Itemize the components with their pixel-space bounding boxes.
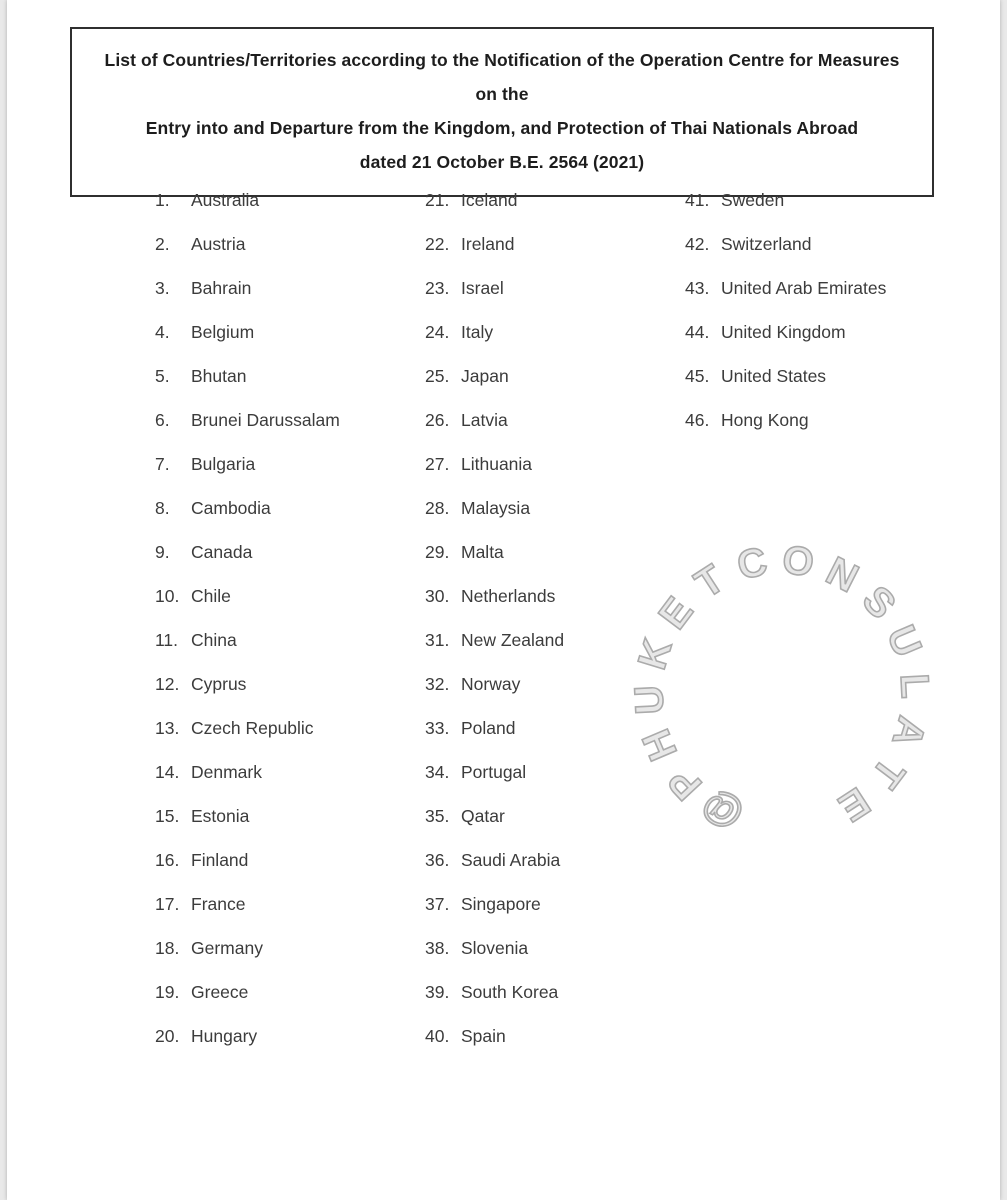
list-item bbox=[425, 410, 564, 454]
list-item-name: United Kingdom bbox=[721, 322, 846, 342]
list-item-name: New Zealand bbox=[461, 630, 565, 650]
list-item-number: 32. bbox=[425, 674, 450, 694]
list-item-number: 37. bbox=[425, 894, 450, 914]
list-item bbox=[685, 322, 886, 366]
list-item bbox=[155, 894, 340, 938]
list-item-name: Spain bbox=[461, 1026, 506, 1046]
list-item bbox=[155, 982, 340, 1026]
list-item bbox=[155, 1026, 340, 1070]
list-item-number: 39. bbox=[425, 982, 450, 1002]
watermark-char: N bbox=[819, 548, 866, 602]
list-item-name: Cambodia bbox=[191, 498, 271, 518]
list-item-name: Italy bbox=[461, 322, 494, 342]
list-item bbox=[425, 498, 564, 542]
list-item-number: 18. bbox=[155, 938, 180, 958]
list-item-name: Bulgaria bbox=[191, 454, 256, 474]
list-item-number: 10. bbox=[155, 586, 180, 606]
list-item bbox=[155, 630, 340, 674]
list-item bbox=[155, 278, 340, 322]
list-item-number: 45. bbox=[685, 366, 710, 386]
title-line-2: Entry into and Departure from the Kingdom, and Protection of Thai Nationals Abroad bbox=[145, 118, 859, 138]
list-item bbox=[425, 454, 564, 498]
list-item bbox=[155, 234, 340, 278]
list-item-name: France bbox=[191, 894, 246, 914]
list-item bbox=[425, 278, 564, 322]
list-item-number: 44. bbox=[685, 322, 710, 342]
list-item-name: Bahrain bbox=[191, 278, 252, 298]
list-item-name: Lithuania bbox=[461, 454, 533, 474]
list-item bbox=[425, 366, 564, 410]
list-item-name: Latvia bbox=[461, 410, 508, 430]
list-item bbox=[155, 806, 340, 850]
watermark-char: S bbox=[853, 577, 905, 628]
watermark-char: A bbox=[883, 711, 934, 752]
list-item-number: 8. bbox=[155, 498, 170, 518]
list-item bbox=[155, 718, 340, 762]
list-item-number: 23. bbox=[425, 278, 450, 298]
list-item-name: Czech Republic bbox=[191, 718, 314, 738]
list-item bbox=[425, 982, 564, 1026]
list-item-name: Malta bbox=[461, 542, 504, 562]
list-item-number: 15. bbox=[155, 806, 180, 826]
list-item-number: 28. bbox=[425, 498, 450, 518]
list-item bbox=[425, 718, 564, 762]
list-item-name: Switzerland bbox=[721, 234, 812, 254]
list-item bbox=[425, 234, 564, 278]
list-item bbox=[155, 454, 340, 498]
list-item-number: 41. bbox=[685, 190, 710, 210]
list-item-number: 1. bbox=[155, 190, 170, 210]
list-column-1 bbox=[155, 190, 340, 1070]
list-item-name: South Korea bbox=[461, 982, 559, 1002]
watermark-char: P bbox=[659, 758, 711, 809]
list-item-number: 42. bbox=[685, 234, 710, 254]
list-item-number: 31. bbox=[425, 630, 450, 650]
list-item-number: 13. bbox=[155, 718, 180, 738]
list-item-name: Slovenia bbox=[461, 938, 529, 958]
list-item-name: Qatar bbox=[461, 806, 505, 826]
list-item bbox=[155, 322, 340, 366]
list-item-number: 38. bbox=[425, 938, 450, 958]
list-item-number: 2. bbox=[155, 234, 170, 254]
list-item bbox=[685, 190, 886, 234]
document-page bbox=[7, 0, 1000, 1200]
list-item bbox=[155, 762, 340, 806]
list-item-name: Germany bbox=[191, 938, 263, 958]
list-item bbox=[155, 498, 340, 542]
list-item bbox=[425, 894, 564, 938]
list-item-name: Saudi Arabia bbox=[461, 850, 561, 870]
list-item bbox=[425, 850, 564, 894]
list-item-name: Norway bbox=[461, 674, 521, 694]
list-item-name: China bbox=[191, 630, 237, 650]
list-item-number: 29. bbox=[425, 542, 450, 562]
watermark-char: @ bbox=[694, 782, 750, 840]
list-item-number: 14. bbox=[155, 762, 180, 782]
list-item-name: Australia bbox=[191, 190, 260, 210]
list-item-number: 36. bbox=[425, 850, 450, 870]
list-item-name: Iceland bbox=[461, 190, 518, 210]
list-item-name: Sweden bbox=[721, 190, 785, 210]
list-item-number: 46. bbox=[685, 410, 710, 430]
list-item-name: United Arab Emirates bbox=[721, 278, 887, 298]
list-item-number: 27. bbox=[425, 454, 450, 474]
list-item-name: United States bbox=[721, 366, 827, 386]
list-item bbox=[685, 278, 886, 322]
list-item bbox=[425, 1026, 564, 1070]
list-item-name: Denmark bbox=[191, 762, 262, 782]
list-item-name: Austria bbox=[191, 234, 246, 254]
list-item bbox=[685, 366, 886, 410]
watermark-char: C bbox=[733, 539, 772, 589]
list-item-number: 7. bbox=[155, 454, 170, 474]
list-item-name: Chile bbox=[191, 586, 231, 606]
list-item bbox=[155, 850, 340, 894]
list-item-name: Brunei Darussalam bbox=[191, 410, 340, 430]
list-item-number: 25. bbox=[425, 366, 450, 386]
watermark-char: O bbox=[780, 537, 817, 586]
list-item-name: Cyprus bbox=[191, 674, 247, 694]
list-item bbox=[155, 190, 340, 234]
list-item-number: 40. bbox=[425, 1026, 450, 1046]
list-item bbox=[425, 938, 564, 982]
list-item-number: 30. bbox=[425, 586, 450, 606]
list-item bbox=[425, 630, 564, 674]
list-item bbox=[155, 674, 340, 718]
title-line-3: dated 21 October B.E. 2564 (2021) bbox=[359, 152, 645, 172]
list-item-name: Greece bbox=[191, 982, 249, 1002]
list-item-number: 43. bbox=[685, 278, 710, 298]
list-item bbox=[425, 542, 564, 586]
watermark-char: U bbox=[626, 684, 673, 716]
list-item-number: 5. bbox=[155, 366, 170, 386]
watermark-char: T bbox=[862, 749, 913, 796]
watermark-char: T bbox=[687, 556, 733, 607]
list-item-number: 16. bbox=[155, 850, 180, 870]
watermark-char: E bbox=[650, 589, 702, 638]
list-item-number: 20. bbox=[155, 1026, 180, 1046]
title-line-1: List of Countries/Territories according to the Notification of the Operation Centre for Measures on the bbox=[104, 50, 900, 104]
list-item bbox=[425, 322, 564, 366]
list-column-3 bbox=[685, 190, 886, 454]
list-item-name: Malaysia bbox=[461, 498, 531, 518]
list-item-name: Hong Kong bbox=[721, 410, 809, 430]
list-item bbox=[155, 410, 340, 454]
list-item-number: 3. bbox=[155, 278, 170, 298]
list-item-name: Belgium bbox=[191, 322, 255, 342]
list-item-name: Finland bbox=[191, 850, 249, 870]
list-item-name: Ireland bbox=[461, 234, 515, 254]
list-item-name: Estonia bbox=[191, 806, 250, 826]
list-item-number: 17. bbox=[155, 894, 180, 914]
list-item-name: Poland bbox=[461, 718, 516, 738]
list-item-number: 22. bbox=[425, 234, 450, 254]
list-item-number: 34. bbox=[425, 762, 450, 782]
watermark-char: L bbox=[891, 672, 937, 700]
list-item bbox=[685, 410, 886, 454]
list-item-name: Canada bbox=[191, 542, 253, 562]
list-item-name: Bhutan bbox=[191, 366, 247, 386]
list-item bbox=[425, 762, 564, 806]
watermark-char: U bbox=[878, 619, 930, 664]
list-item-name: Israel bbox=[461, 278, 504, 298]
list-item-number: 6. bbox=[155, 410, 170, 430]
list-item bbox=[155, 542, 340, 586]
list-column-2 bbox=[425, 190, 564, 1070]
list-item-number: 26. bbox=[425, 410, 450, 430]
list-item bbox=[155, 586, 340, 630]
document-title-box bbox=[70, 27, 934, 197]
list-item-name: Singapore bbox=[461, 894, 541, 914]
watermark-char: K bbox=[630, 634, 681, 675]
list-item-number: 4. bbox=[155, 322, 170, 342]
watermark-char: H bbox=[634, 722, 686, 767]
list-item-name: Portugal bbox=[461, 762, 527, 782]
list-item bbox=[425, 674, 564, 718]
list-item bbox=[425, 190, 564, 234]
list-item bbox=[685, 234, 886, 278]
watermark-char: E bbox=[830, 778, 878, 830]
list-item-number: 24. bbox=[425, 322, 450, 342]
list-item bbox=[155, 366, 340, 410]
list-item bbox=[425, 586, 564, 630]
list-item bbox=[155, 938, 340, 982]
list-item-number: 19. bbox=[155, 982, 180, 1002]
list-item-name: Japan bbox=[461, 366, 509, 386]
list-item bbox=[425, 806, 564, 850]
list-item-number: 35. bbox=[425, 806, 450, 826]
list-item-number: 11. bbox=[155, 630, 179, 650]
list-item-name: Netherlands bbox=[461, 586, 556, 606]
list-item-name: Hungary bbox=[191, 1026, 258, 1046]
list-item-number: 33. bbox=[425, 718, 450, 738]
list-item-number: 21. bbox=[425, 190, 450, 210]
list-item-number: 9. bbox=[155, 542, 170, 562]
list-item-number: 12. bbox=[155, 674, 180, 694]
